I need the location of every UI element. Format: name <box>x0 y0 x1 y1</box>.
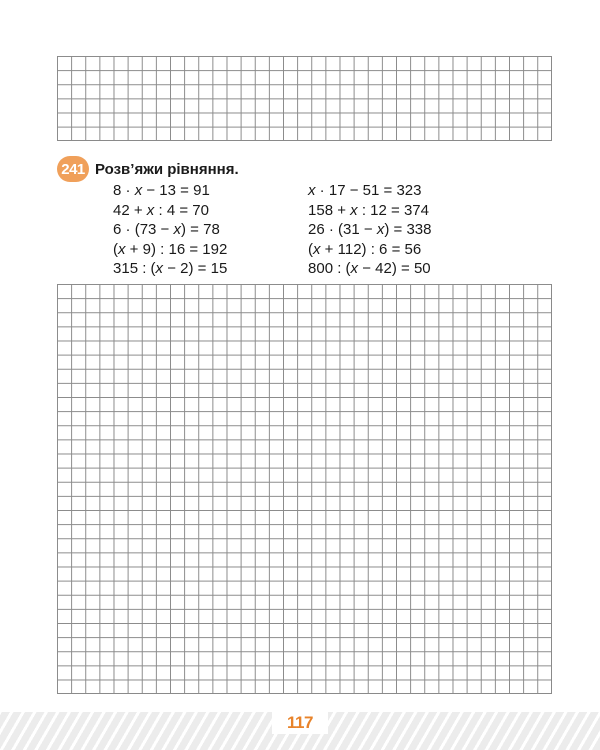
equations-right-column <box>308 181 431 279</box>
task-title: Розв’яжи рівняння. <box>95 160 239 178</box>
task-number-badge: 241 <box>57 156 89 182</box>
equation: (x + 112) : 6 = 56 <box>308 240 422 258</box>
equation: 6 · (73 − x) = 78 <box>113 221 220 238</box>
equations-left-column <box>113 181 227 279</box>
task-header <box>57 156 239 182</box>
equation: 8 · x − 13 = 91 <box>113 182 210 199</box>
page-number: 117 <box>272 712 328 734</box>
equation: (x + 9) : 16 = 192 <box>113 240 228 258</box>
equation: 315 : (x − 2) = 15 <box>113 260 228 277</box>
answer-grid-top <box>57 56 552 141</box>
equation: 158 + x : 12 = 374 <box>308 201 429 219</box>
equation: 42 + x : 4 = 70 <box>113 201 209 219</box>
answer-grid-main[interactable] <box>57 284 552 694</box>
equation: 26 · (31 − x) = 338 <box>308 221 432 238</box>
equation: x · 17 − 51 = 323 <box>308 182 422 199</box>
equation: 800 : (x − 42) = 50 <box>308 260 431 277</box>
